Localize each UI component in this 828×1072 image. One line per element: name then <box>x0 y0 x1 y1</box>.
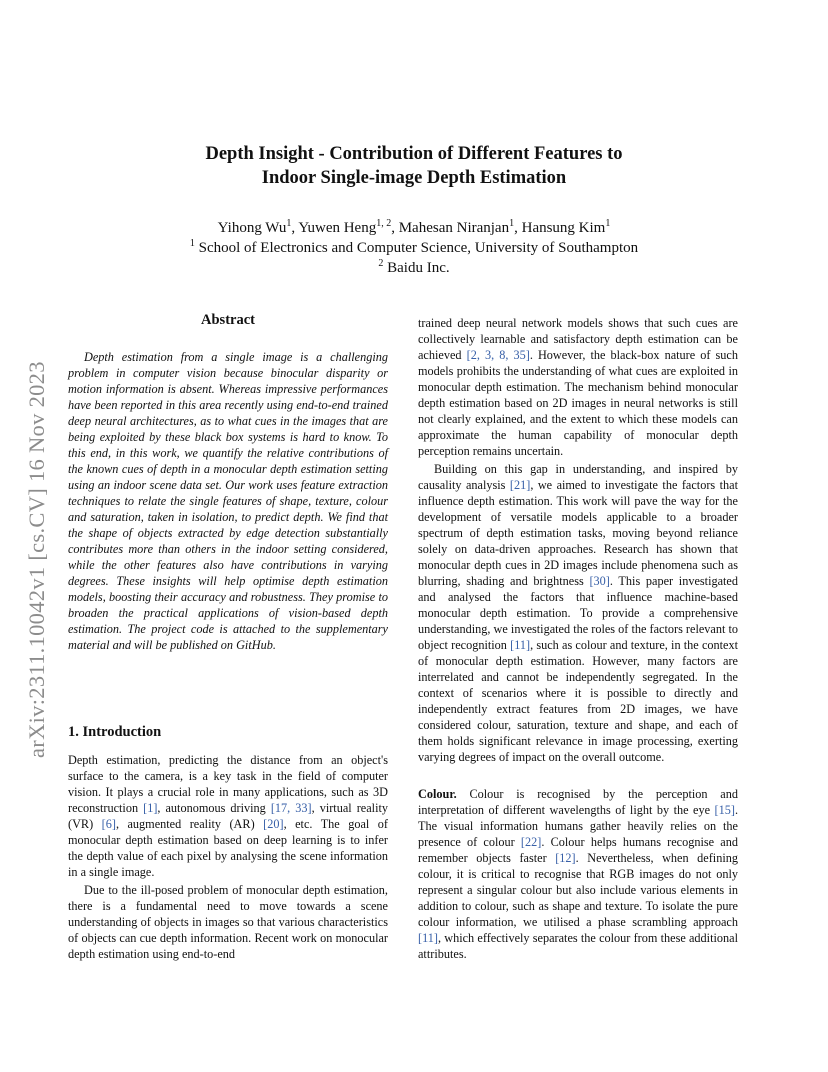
citation-link[interactable]: [21] <box>509 478 531 492</box>
affiliation-2 <box>0 258 828 278</box>
abstract-heading: Abstract <box>201 312 255 328</box>
affiliation-1 <box>0 238 828 258</box>
affiliation-mark: 2 <box>378 258 384 269</box>
title-line-1: Depth Insight - Contribution of Different Features to <box>205 144 623 164</box>
citation-link[interactable]: [11] <box>510 638 531 652</box>
affiliation-mark: 1 <box>189 238 195 249</box>
intro-paragraph-2: Due to the ill-posed problem of monocular depth estimation, there is a fundamental need to move towards a scene understanding of objects in images so that various characteristics of objects can cue depth information. Recent work on monocular depth estimation using end-to-end <box>68 883 388 961</box>
abstract-text: Depth estimation from a single image is a challenging problem in computer vision because binocular disparity or motion information is absent. Whereas impressive performances have been reported in this area recently using end-to-end trained deep neural architectures, as to what cues in the images that are being exploited by these black box systems is hard to know. To this end, in this work, we quantify the relative contributions of the known cues of depth in a monocular depth estimation setting using an indoor scene data set. Our work uses feature extraction techniques to relate the single features of shape, texture, colour and saturation, taken in isolation, to predict depth. We find that the shape of objects extracted by edge detection substantially contributes more than others in the indoor setting considered, while the other features also have contributions in varying degrees. These insights will help optimise depth estimation models, boosting their accuracy and robustness. They promise to broaden the practical applications of vision-based depth estimation. The project code is attached to the supplementary material and will be published on GitHub. <box>68 350 388 652</box>
intro-paragraph-1: Depth estimation, predicting the distance from an object's surface to the camera, is a key task in the field of computer vision. It plays a crucial role in many applications, such as 3D reconstruction [1], autonomous driving [17, 33], virtual reality (VR) [6], augmented reality (AR) [20], etc. The goal of monocular depth estimation based on deep learning is to infer the depth value of each pixel by analysing the scene information in a single image. <box>68 753 388 879</box>
citation-link[interactable]: [22] <box>520 835 542 849</box>
title-line-2: Indoor Single-image Depth Estimation <box>261 168 567 188</box>
citation-link[interactable]: [11] <box>418 931 438 945</box>
citation-link[interactable]: [15] <box>714 803 735 817</box>
citation-link[interactable]: [17, 33] <box>270 801 312 815</box>
author-affiliation-mark: 1, 2 <box>376 218 392 229</box>
body-paragraph-1: trained deep neural network models shows that such cues are collectively learnable and satisfactory depth estimation can be achieved [2, 3, 8, 35]. However, the black-box nature of such models prohibits the understanding of what cues are exploited in monocular depth estimation. The mechanism behind monocular depth estimation based on 2D images in neural networks is still not clearly explained, and the extent to which these models can approximate the human capability of monocular depth perception remains uncertain. <box>418 316 738 458</box>
author-list: Yihong Wu$^1$, Yuwen Heng$^{1, 2}$, Mahesan Niranjan$^1$, Hansung Kim$^1$ <box>217 218 611 236</box>
affiliation-text: Baidu Inc. <box>387 260 450 276</box>
author-affiliation-mark: 1 <box>286 218 292 229</box>
author-name: Mahesan Niranjan <box>398 220 510 236</box>
colour-paragraph: Colour. Colour is recognised by the perception and interpretation of different wavelengths of light by the eye [15]. The visual information humans gather heavily relies on the presence of colour [22]. Colour helps humans recognise and remember objects faster [12]. Nevertheless, when defining colour, it is critical to recognise that RGB images do not only represent a singular colour but also include various elements in addition to colour, such as shape and texture. To isolate the pure colour information, we utilised a phase scrambling approach [11], which effectively separates the colour from these additional attributes. <box>418 787 738 961</box>
citation-link[interactable]: [2, 3, 8, 35] <box>466 348 530 362</box>
citation-link[interactable]: [30] <box>589 574 610 588</box>
citation-link[interactable]: [12] <box>555 851 576 865</box>
paper-title <box>0 142 828 190</box>
author-name: Hansung Kim <box>521 220 606 236</box>
body-paragraph-2: Building on this gap in understanding, and inspired by causality analysis [21], we aimed to investigate the factors that influence depth estimation. This work will pave the way for the development of versatile models applicable to a broader spectrum of depth estimation tasks, moving beyond reliance solely on data-driven approaches. Research has shown that monocular depth cues in 2D images include phenomena such as blurring, shading and brightness [30]. This paper investigated and analysed the factors that influence machine-based monocular depth estimation. To provide a comprehensive understanding, we investigated the roles of the factors relevant to object recognition [11], such as colour and texture, in the context of monocular depth estimation. However, many factors are interrelated and cannot be independently segregated. In the context of scenarios where it is possible to directly and independently extract features from 2D images, we have considered colour, saturation, texture and shape, and each of them holds significant relevance in image processing, exerting varying degrees of impact on the overall outcome. <box>418 462 738 764</box>
affiliation-text: School of Electronics and Computer Science, University of Southampton <box>198 240 639 256</box>
author-name: Yihong Wu <box>217 220 287 236</box>
author-affiliation-mark: 1 <box>605 218 611 229</box>
author-block <box>0 218 828 278</box>
author-name: Yuwen Heng <box>298 220 377 236</box>
paragraph-label-colour: Colour. <box>418 787 457 801</box>
arxiv-stamp: arXiv:2311.10042v1 [cs.CV] 16 Nov 2023 <box>24 361 49 758</box>
citation-link[interactable]: [1] <box>143 801 158 815</box>
citation-link[interactable]: [6] <box>101 817 116 831</box>
author-affiliation-mark: 1 <box>509 218 515 229</box>
section-heading-introduction: 1. Introduction <box>68 724 162 740</box>
citation-link[interactable]: [20] <box>263 817 284 831</box>
